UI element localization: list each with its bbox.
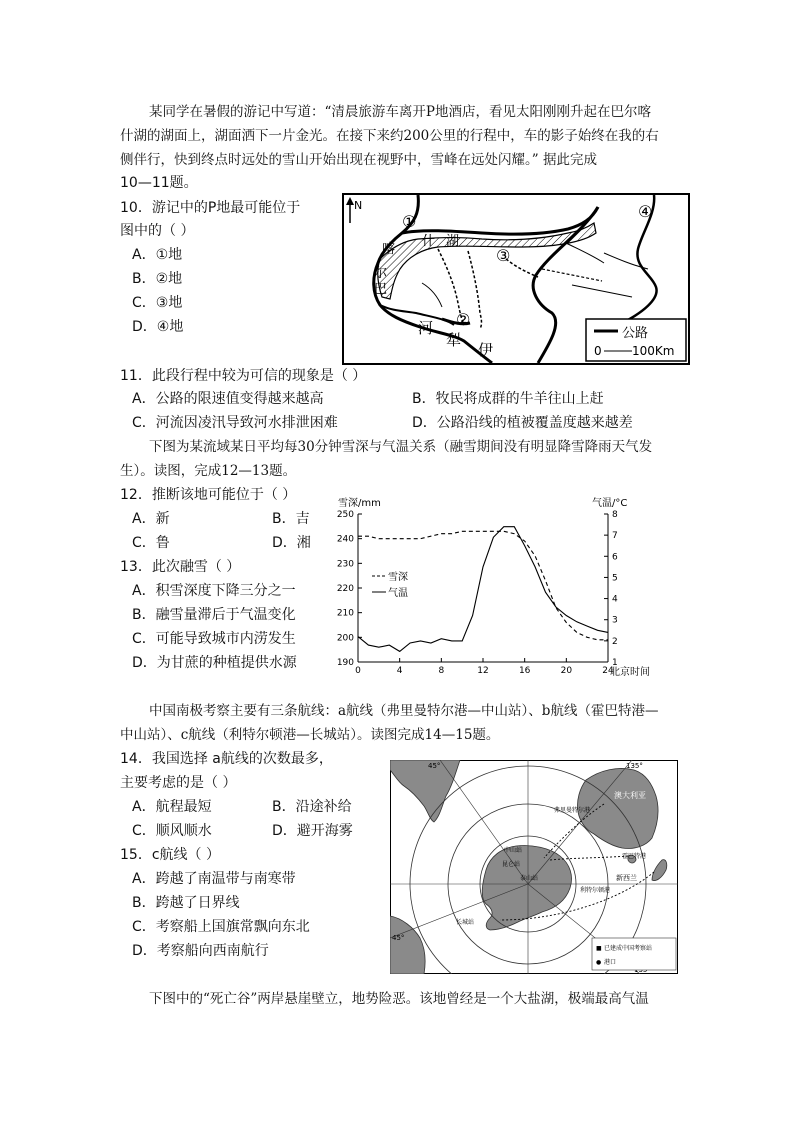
q10-stem-line-2: 图中的（ ） [120,223,195,239]
station-kunlun: 昆仑站 [502,861,521,868]
lon-45-top: 45° [428,762,441,770]
tick-label-left: 250 [336,510,354,520]
station-zhongshan: 中山站 [504,847,523,854]
tick-label-right: 8 [612,510,618,520]
australia-label: 澳大利亚 [614,791,646,800]
passage-1-line-4: 10—11题。 [120,175,198,191]
chart-xlabel: 北京时间 [610,667,650,678]
scale-distance: 100Km [632,344,675,358]
passage-1-line-2: 什湖的湖面上，湖面洒下一片金光。在接下来约200公里的行程中，车的影子始终在我的右 [120,128,659,144]
tick-label-bottom: 16 [518,666,531,676]
station-changcheng: 长城站 [456,919,475,926]
legend-station: 已建成中国考察站 [604,945,653,952]
q15-option-c[interactable]: C．考察船上国旗常飘向东北 [132,919,310,935]
legend-station-icon: ■ [596,945,602,952]
point-2: ② [456,310,471,329]
river-char-1: 河 [418,319,434,337]
passage-2-line-2: 生）。读图，完成12—13题。 [120,463,297,479]
q11-option-d[interactable]: D．公路沿线的植被覆盖度越来越差 [412,415,633,431]
port-lyttelton: 利特尔顿港 [580,887,611,894]
passage-1-line-1: 某同学在暑假的游记中写道：“清晨旅游车离开P地酒店，看见太阳刚刚升起在巴尔喀 [149,104,651,120]
q13-option-c[interactable]: C．可能导致城市内涝发生 [132,631,296,647]
q11-option-c[interactable]: C．河流因凌汛导致河水排泄困难 [132,415,338,431]
river-char-2: 犁 [446,331,462,349]
q12-option-d[interactable]: D．湘 [272,535,311,551]
q12-option-c[interactable]: C．鲁 [132,535,170,551]
tick-label-bottom: 24 [602,666,614,676]
point-1: ① [402,212,417,231]
q14-option-c[interactable]: C．顺风顺水 [132,823,212,839]
point-4: ④ [638,202,653,221]
passage-3-line-2: 中山站）、c航线（利特尔顿港—长城站）。读图完成14—15题。 [120,727,500,743]
chart-legend [372,571,408,599]
q15-option-a[interactable]: A．跨越了南温带与南寒带 [132,871,296,887]
tick-label-right: 2 [612,636,618,647]
q14-option-b[interactable]: B．沿途补给 [272,799,352,815]
tick-label-left: 210 [336,608,354,619]
lake-char-5: 湖 [446,234,460,249]
q10-option-a[interactable]: A．①地 [132,247,183,263]
north-label: N [354,199,363,212]
q13-option-d[interactable]: D．为甘蔗的种植提供水源 [132,655,297,671]
lake-char-2: 尔 [374,266,388,281]
lake-char-3: 喀 [382,242,396,257]
tick-label-bottom: 20 [560,666,573,676]
q14-stem-line-1: 14．我国选择 a航线的次数最多， [120,751,333,767]
station-taishan: 泰山站 [520,875,539,882]
scale-zero: 0 [594,344,602,358]
tick-label-right: 5 [612,573,618,584]
legend-port: 港口 [604,959,617,966]
passage-3-line-1: 中国南极考察主要有三条航线：a航线（弗里曼特尔港—中山站）、b航线（霍巴特港— [149,703,659,719]
tick-label-right: 7 [612,531,618,542]
q10-option-b[interactable]: B．②地 [132,271,183,287]
q14-option-a[interactable]: A．航程最短 [132,799,212,815]
q12-option-a[interactable]: A．新 [132,511,170,527]
chart-ylabel-right: 气温/°C [592,498,628,509]
passage-2-line-1: 下图为某流域某日平均每30分钟雪深与气温关系（融雪期间没有明显降雪降雨天气发 [149,439,653,455]
tick-label-left: 200 [336,633,354,644]
lake-char-1: 巴 [374,282,388,297]
tick-label-left: 240 [336,534,354,545]
lake-char-4: 什 [422,234,436,249]
passage-1-line-3: 侧伴行，快到终点时远处的雪山开始出现在视野中，雪峰在远处闪耀。” 据此完成 [120,152,597,168]
tick-label-bottom: 0 [355,666,361,676]
legend-temp: 气温 [388,588,408,599]
q13-option-a[interactable]: A．积雪深度下降三分之一 [132,583,296,599]
q11-stem: 11．此段行程中较为可信的现象是（ ） [120,368,367,384]
tick-label-left: 190 [336,658,354,668]
q15-option-b[interactable]: B．跨越了日界线 [132,895,240,911]
series-snow-depth [358,531,608,640]
point-3: ③ [496,246,511,265]
balkhash-map [342,193,690,365]
legend-snow: 雪深 [388,572,408,583]
port-fremantle: 弗里曼特尔港 [554,807,591,814]
q15-stem: 15．c航线（ ） [120,847,220,863]
legend-port-icon: ● [596,959,602,966]
chart-ylabel-left: 雪深/mm [338,498,381,509]
tick-label-left: 230 [336,559,354,570]
q11-option-b[interactable]: B．牧民将成群的牛羊往山上赶 [412,391,604,407]
q15-option-d[interactable]: D．考察船向西南航行 [132,943,269,959]
lon-135-top: 135° [626,762,643,770]
q13-stem: 13．此次融雪（ ） [120,559,241,575]
q10-option-c[interactable]: C．③地 [132,295,183,311]
tick-label-right: 3 [612,615,618,626]
snow-temperature-chart [334,492,680,684]
q12-option-b[interactable]: B．吉 [272,511,310,527]
q13-option-b[interactable]: B．融雪量滞后于气温变化 [132,607,296,623]
antarctica-route-map [390,760,678,974]
tick-label-right: 1 [612,658,618,668]
q14-stem-line-2: 主要考虑的是（ ） [120,775,237,791]
legend-road-label: 公路 [622,326,649,341]
q12-stem: 12．推断该地可能位于（ ） [120,487,297,503]
tick-label-right: 6 [612,552,618,563]
passage-4-line-1: 下图中的“死亡谷”两岸悬崖壁立，地势险恶。该地曾经是一个大盐湖，极端最高气温 [149,991,649,1007]
q10-option-d[interactable]: D．④地 [132,319,184,335]
port-hobart: 霍巴特港 [622,853,647,860]
q10-stem-line-1: 10．游记中的P地最可能位于 [120,200,301,216]
q11-option-a[interactable]: A．公路的限速值变得越来越高 [132,391,324,407]
tick-label-bottom: 12 [477,666,489,676]
river-char-3: 伊 [478,341,494,359]
tick-label-bottom: 8 [438,666,445,676]
new-zealand-label: 新西兰 [616,874,637,882]
q14-option-d[interactable]: D．避开海雾 [272,823,353,839]
tick-label-bottom: 4 [396,666,403,676]
tick-label-left: 220 [336,584,354,594]
tick-label-right: 4 [612,594,618,605]
lon-45-left: 45° [392,934,405,942]
